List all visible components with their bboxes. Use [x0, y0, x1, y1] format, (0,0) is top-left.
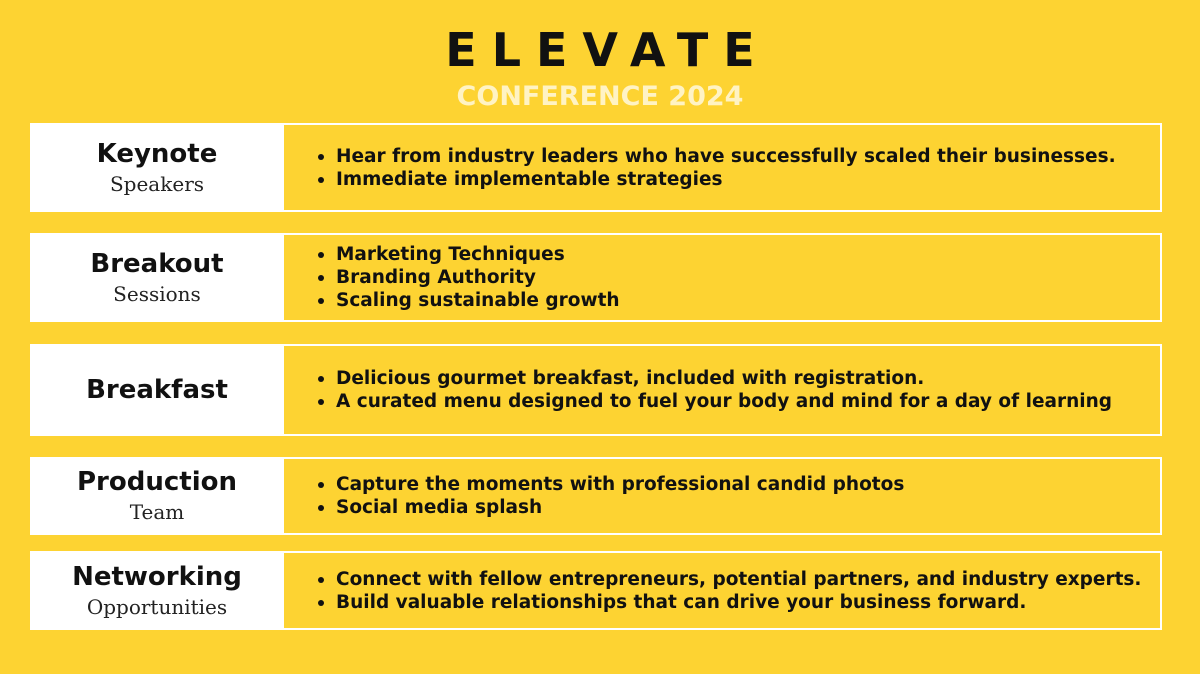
section-header [32, 346, 282, 434]
section-subheading: Opportunities [86, 594, 228, 619]
section-production [30, 457, 1162, 535]
section-breakfast [30, 344, 1162, 436]
bullet-item: Immediate implementable strategies [336, 168, 1116, 191]
section-header [32, 553, 282, 628]
bullet-item: Build valuable relationships that can drive your business forward. [336, 591, 1141, 614]
bullet-item: Delicious gourmet breakfast, included with registration. [336, 367, 1112, 390]
bullet-list [284, 367, 1112, 413]
section-header [32, 235, 282, 320]
section-keynote [30, 123, 1162, 212]
section-header [32, 125, 282, 210]
page-subtitle: CONFERENCE 2024 [456, 81, 744, 112]
section-header [32, 459, 282, 533]
bullet-item: Branding Authority [336, 266, 620, 289]
section-body [284, 125, 1160, 210]
section-heading: Breakfast [86, 375, 228, 405]
section-networking [30, 551, 1162, 630]
bullet-item: Connect with fellow entrepreneurs, potential partners, and industry experts. [336, 568, 1142, 590]
section-body [284, 235, 1160, 320]
bullet-list [284, 568, 1141, 614]
section-subheading: Team [129, 500, 185, 524]
bullet-item: Social media splash [336, 496, 904, 519]
bullet-item: Marketing Techniques [336, 243, 620, 266]
section-body [284, 553, 1160, 628]
bullet-list [284, 145, 1116, 191]
section-heading: Breakout [90, 248, 224, 279]
bullet-item: Hear from industry leaders who have successfully scaled their businesses. [336, 145, 1116, 167]
section-breakout [30, 233, 1162, 322]
section-heading: Keynote [96, 138, 218, 169]
section-heading: Production [77, 467, 237, 497]
bullet-item: Capture the moments with professional candid photos [336, 474, 905, 495]
bullet-item: A curated menu designed to fuel your body and mind for a day of learning [336, 391, 1113, 412]
section-body [284, 346, 1160, 434]
section-subheading: Speakers [109, 171, 205, 196]
section-heading: Networking [72, 561, 242, 592]
bullet-list [284, 473, 904, 519]
bullet-list [284, 243, 620, 312]
section-subheading: Sessions [113, 281, 201, 306]
bullet-item: Scaling sustainable growth [336, 290, 620, 311]
page-title: ELEVATE [445, 23, 770, 77]
section-body [284, 459, 1160, 533]
